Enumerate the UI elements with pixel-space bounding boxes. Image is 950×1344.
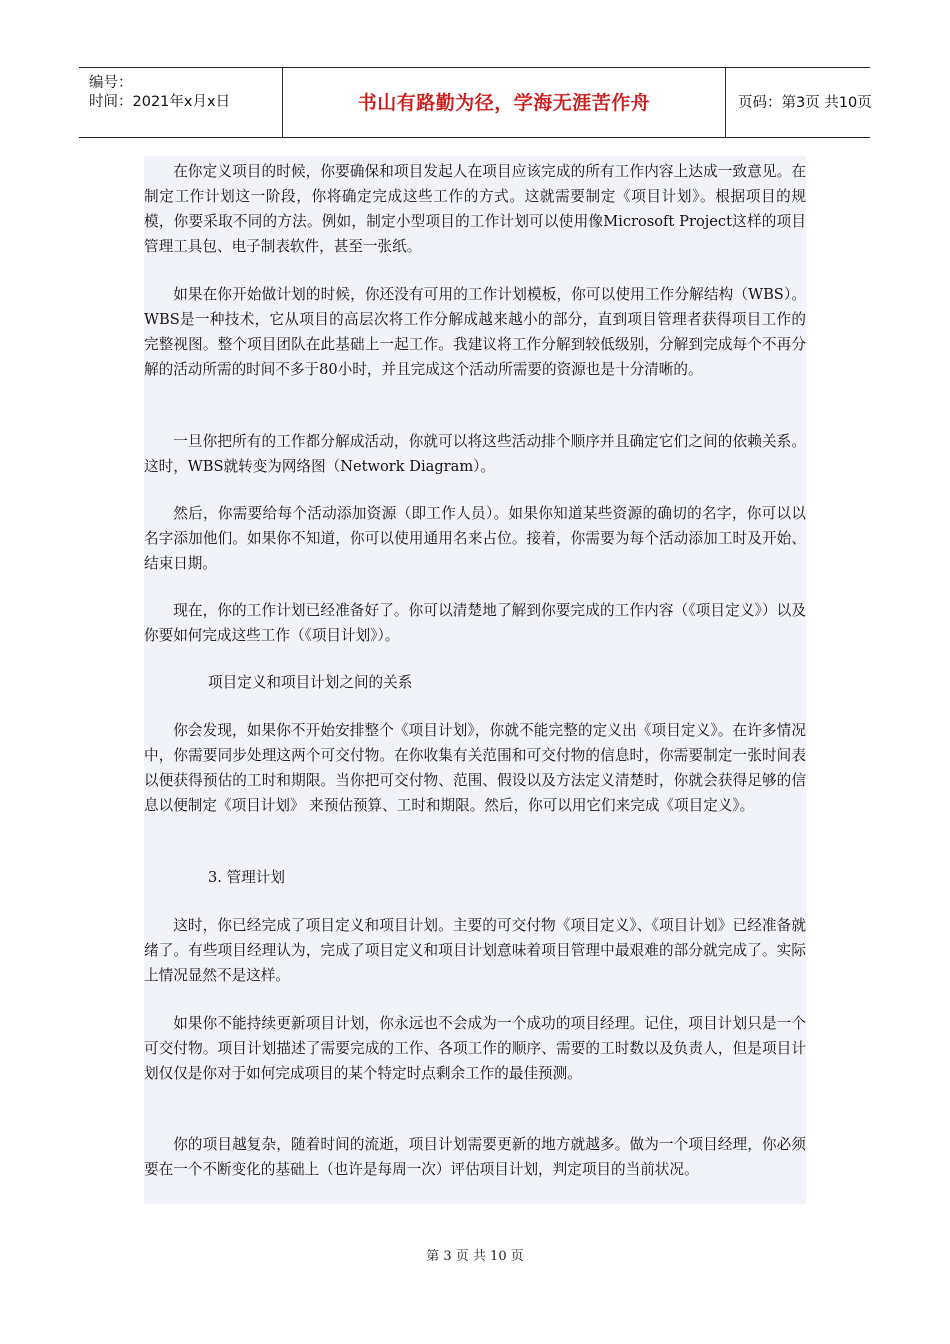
paragraph: 你的项目越复杂，随着时间的流逝，项目计划需要更新的地方就越多。做为一个项目经理，你必须要在一个不断变化的基础上（也许是每周一次）评估项目计划，判定项目的当前状况。 [144, 1136, 806, 1178]
header-page-cell [726, 68, 870, 137]
header-motto-cell [283, 68, 726, 137]
paragraph: 如果你不能持续更新项目计划，你永远也不会成为一个成功的项目经理。记住，项目计划只是一个可交付物。项目计划描述了需要完成的工作、各项工作的顺序、需要的工时数以及负责人，但是项目计划仅仅是你对于如何完成项目的某个特定时点剩余工作的最佳预测。 [144, 1015, 806, 1082]
paragraph: 然后，你需要给每个活动添加资源（即工作人员）。如果你知道某些资源的确切的名字，你可以以名字添加他们。如果你不知道，你可以使用通用名来占位。接着，你需要为每个活动添加工时及开始、结束日期。 [144, 505, 806, 572]
document-body [144, 156, 806, 1204]
page-header [79, 67, 870, 138]
time-label: 时间：2021年x月x日 [89, 94, 231, 110]
section-subheading: 项目定义和项目计划之间的关系 [208, 674, 413, 691]
motto-text: 书山有路勤为径，学海无涯苦作舟 [357, 92, 651, 114]
paragraph: 现在，你的工作计划已经准备好了。你可以清楚地了解到你要完成的工作内容（《项目定义》）以及你要如何完成这些工作（《项目计划》）。 [144, 602, 806, 644]
paragraph: 你会发现，如果你不开始安排整个《项目计划》，你就不能完整的定义出《项目定义》。在许多情况中，你需要同步处理这两个可交付物。在你收集有关范围和可交付物的信息时，你需要制定一张时间表以便获得预估的工时和期限。当你把可交付物、范围、假设以及方法定义清楚时，你就会获得足够的信息以便制定《项目计划》 来预估预算、工时和期限。然后，你可以用它们来完成《项目定义》。 [144, 722, 806, 814]
paragraph: 一旦你把所有的工作都分解成活动，你就可以将这些活动排个顺序并且确定它们之间的依赖关系。这时，WBS就转变为网络图（Network Diagram）。 [144, 433, 806, 475]
paragraph: 如果在你开始做计划的时候，你还没有可用的工作计划模板，你可以使用工作分解结构（WBS）。WBS是一种技术，它从项目的高层次将工作分解成越来越小的部分，直到项目管理者获得项目工作的完整视图。整个项目团队在此基础上一起工作。我建议将工作分解到较低级别，分解到完成每个不再分解的活动所需的时间不多于80小时，并且完成这个活动所需要的资源也是十分清晰的。 [144, 286, 806, 378]
page-code: 页码：第3页 共10页 [738, 95, 872, 111]
page-footer: 第 3 页 共 10 页 [426, 1249, 524, 1264]
header-info-cell [79, 68, 283, 137]
paragraph: 在你定义项目的时候，你要确保和项目发起人在项目应该完成的所有工作内容上达成一致意见。在制定工作计划这一阶段，你将确定完成这些工作的方式。这就需要制定《项目计划》。根据项目的规模，你要采取不同的方法。例如，制定小型项目的工作计划可以使用像Microsoft Project这样的项目管理工具包、电子制表软件，甚至一张纸。 [144, 163, 806, 255]
number-label: 编号： [89, 75, 133, 91]
section-heading: 3. 管理计划 [208, 869, 285, 886]
paragraph: 这时，你已经完成了项目定义和项目计划。主要的可交付物《项目定义》、《项目计划》已经准备就绪了。有些项目经理认为，完成了项目定义和项目计划意味着项目管理中最艰难的部分就完成了。实际上情况显然不是这样。 [144, 917, 806, 984]
